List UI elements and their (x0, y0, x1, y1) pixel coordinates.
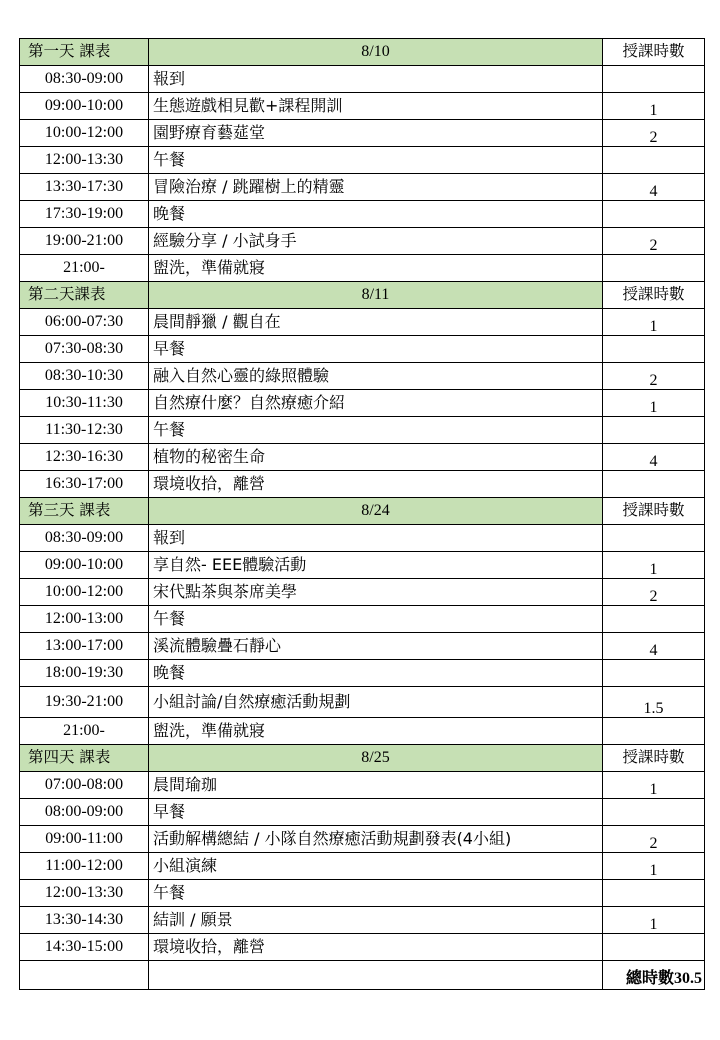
time-cell: 14:30-15:00 (20, 934, 149, 961)
schedule-row (20, 907, 705, 934)
activity-cell: 晚餐 (149, 201, 603, 228)
day-label: 第二天課表 (20, 282, 149, 309)
schedule-row (20, 444, 705, 471)
hours-cell (603, 147, 705, 174)
hours-cell: 2 (603, 826, 705, 853)
hours-cell: 1 (603, 552, 705, 579)
time-cell: 12:00-13:30 (20, 147, 149, 174)
activity-cell: 早餐 (149, 336, 603, 363)
time-cell: 13:00-17:00 (20, 633, 149, 660)
time-cell: 12:00-13:00 (20, 606, 149, 633)
day-label: 第三天 課表 (20, 498, 149, 525)
schedule-body (20, 39, 705, 990)
hours-cell: 4 (603, 174, 705, 201)
activity-cell: 晨間靜獵 / 觀自在 (149, 309, 603, 336)
time-cell: 10:30-11:30 (20, 390, 149, 417)
activity-cell: 午餐 (149, 147, 603, 174)
total-row (20, 961, 705, 990)
time-cell: 12:00-13:30 (20, 880, 149, 907)
hours-cell: 4 (603, 633, 705, 660)
time-cell: 07:30-08:30 (20, 336, 149, 363)
total-hours: 總時數30.5 (603, 961, 705, 990)
hours-cell (603, 255, 705, 282)
schedule-row (20, 660, 705, 687)
hours-cell: 1 (603, 390, 705, 417)
schedule-row (20, 880, 705, 907)
activity-cell: 冒險治療 / 跳躍樹上的精靈 (149, 174, 603, 201)
activity-cell: 早餐 (149, 799, 603, 826)
day-date: 8/11 (149, 282, 603, 309)
hours-cell (603, 417, 705, 444)
time-cell: 18:00-19:30 (20, 660, 149, 687)
hours-cell (603, 66, 705, 93)
activity-cell: 生態遊戲相見歡+課程開訓 (149, 93, 603, 120)
day-label: 第一天 課表 (20, 39, 149, 66)
hours-cell: 2 (603, 228, 705, 255)
schedule-row (20, 471, 705, 498)
day-header-row (20, 39, 705, 66)
schedule-row (20, 525, 705, 552)
schedule-row (20, 228, 705, 255)
schedule-row (20, 853, 705, 880)
hours-cell (603, 718, 705, 745)
activity-cell: 晨間瑜珈 (149, 772, 603, 799)
hours-column-header: 授課時數 (603, 282, 705, 309)
schedule-row (20, 799, 705, 826)
schedule-row (20, 826, 705, 853)
day-date: 8/10 (149, 39, 603, 66)
time-cell: 13:30-14:30 (20, 907, 149, 934)
time-cell: 13:30-17:30 (20, 174, 149, 201)
schedule-row (20, 934, 705, 961)
time-cell: 09:00-10:00 (20, 552, 149, 579)
schedule-row (20, 147, 705, 174)
total-empty-cell (149, 961, 603, 990)
time-cell: 21:00- (20, 718, 149, 745)
activity-cell: 晚餐 (149, 660, 603, 687)
activity-cell: 自然療什麼？自然療癒介紹 (149, 390, 603, 417)
hours-cell (603, 660, 705, 687)
hours-cell (603, 201, 705, 228)
time-cell: 11:00-12:00 (20, 853, 149, 880)
time-cell: 17:30-19:00 (20, 201, 149, 228)
day-date: 8/24 (149, 498, 603, 525)
activity-cell: 活動解構總結 / 小隊自然療癒活動規劃發表(4小組) (149, 826, 603, 853)
hours-cell: 1 (603, 907, 705, 934)
activity-cell: 融入自然心靈的綠照體驗 (149, 363, 603, 390)
schedule-row (20, 309, 705, 336)
activity-cell: 報到 (149, 525, 603, 552)
activity-cell: 小組討論/自然療癒活動規劃 (149, 687, 603, 718)
activity-cell: 環境收拾，離營 (149, 471, 603, 498)
schedule-row (20, 363, 705, 390)
schedule-table (19, 38, 705, 990)
time-cell: 11:30-12:30 (20, 417, 149, 444)
time-cell: 10:00-12:00 (20, 120, 149, 147)
hours-column-header: 授課時數 (603, 498, 705, 525)
hours-cell: 1 (603, 309, 705, 336)
schedule-row (20, 390, 705, 417)
schedule-row (20, 552, 705, 579)
schedule-row (20, 718, 705, 745)
hours-column-header: 授課時數 (603, 39, 705, 66)
hours-cell (603, 471, 705, 498)
time-cell: 16:30-17:00 (20, 471, 149, 498)
hours-cell: 2 (603, 120, 705, 147)
hours-cell (603, 606, 705, 633)
time-cell: 09:00-10:00 (20, 93, 149, 120)
schedule-row (20, 687, 705, 718)
activity-cell: 經驗分享 / 小試身手 (149, 228, 603, 255)
hours-cell: 2 (603, 363, 705, 390)
time-cell: 10:00-12:00 (20, 579, 149, 606)
schedule-row (20, 579, 705, 606)
day-header-row (20, 745, 705, 772)
time-cell: 12:30-16:30 (20, 444, 149, 471)
day-header-row (20, 282, 705, 309)
activity-cell: 午餐 (149, 880, 603, 907)
time-cell: 19:00-21:00 (20, 228, 149, 255)
hours-cell (603, 880, 705, 907)
schedule-row (20, 255, 705, 282)
schedule-row (20, 174, 705, 201)
schedule-row (20, 417, 705, 444)
time-cell: 08:30-09:00 (20, 525, 149, 552)
activity-cell: 盥洗，準備就寢 (149, 718, 603, 745)
activity-cell: 盥洗，準備就寢 (149, 255, 603, 282)
time-cell: 19:30-21:00 (20, 687, 149, 718)
hours-cell: 1.5 (603, 687, 705, 718)
activity-cell: 宋代點茶與茶席美學 (149, 579, 603, 606)
hours-column-header: 授課時數 (603, 745, 705, 772)
hours-cell (603, 934, 705, 961)
activity-cell: 享自然- EEE體驗活動 (149, 552, 603, 579)
schedule-row (20, 336, 705, 363)
total-empty-cell (20, 961, 149, 990)
activity-cell: 午餐 (149, 417, 603, 444)
time-cell: 07:00-08:00 (20, 772, 149, 799)
schedule-row (20, 120, 705, 147)
time-cell: 09:00-11:00 (20, 826, 149, 853)
hours-cell: 2 (603, 579, 705, 606)
hours-cell (603, 525, 705, 552)
schedule-row (20, 66, 705, 93)
schedule-row (20, 633, 705, 660)
activity-cell: 園野療育藝莚堂 (149, 120, 603, 147)
schedule-row (20, 93, 705, 120)
activity-cell: 小組演練 (149, 853, 603, 880)
hours-cell (603, 799, 705, 826)
day-header-row (20, 498, 705, 525)
hours-cell: 1 (603, 853, 705, 880)
time-cell: 21:00- (20, 255, 149, 282)
activity-cell: 結訓 / 願景 (149, 907, 603, 934)
activity-cell: 報到 (149, 66, 603, 93)
schedule-row (20, 606, 705, 633)
hours-cell: 1 (603, 772, 705, 799)
time-cell: 06:00-07:30 (20, 309, 149, 336)
time-cell: 08:30-09:00 (20, 66, 149, 93)
hours-cell: 4 (603, 444, 705, 471)
activity-cell: 午餐 (149, 606, 603, 633)
time-cell: 08:30-10:30 (20, 363, 149, 390)
activity-cell: 環境收拾，離營 (149, 934, 603, 961)
day-date: 8/25 (149, 745, 603, 772)
schedule-row (20, 772, 705, 799)
activity-cell: 植物的秘密生命 (149, 444, 603, 471)
time-cell: 08:00-09:00 (20, 799, 149, 826)
hours-cell (603, 336, 705, 363)
activity-cell: 溪流體驗疊石靜心 (149, 633, 603, 660)
hours-cell: 1 (603, 93, 705, 120)
schedule-row (20, 201, 705, 228)
day-label: 第四天 課表 (20, 745, 149, 772)
